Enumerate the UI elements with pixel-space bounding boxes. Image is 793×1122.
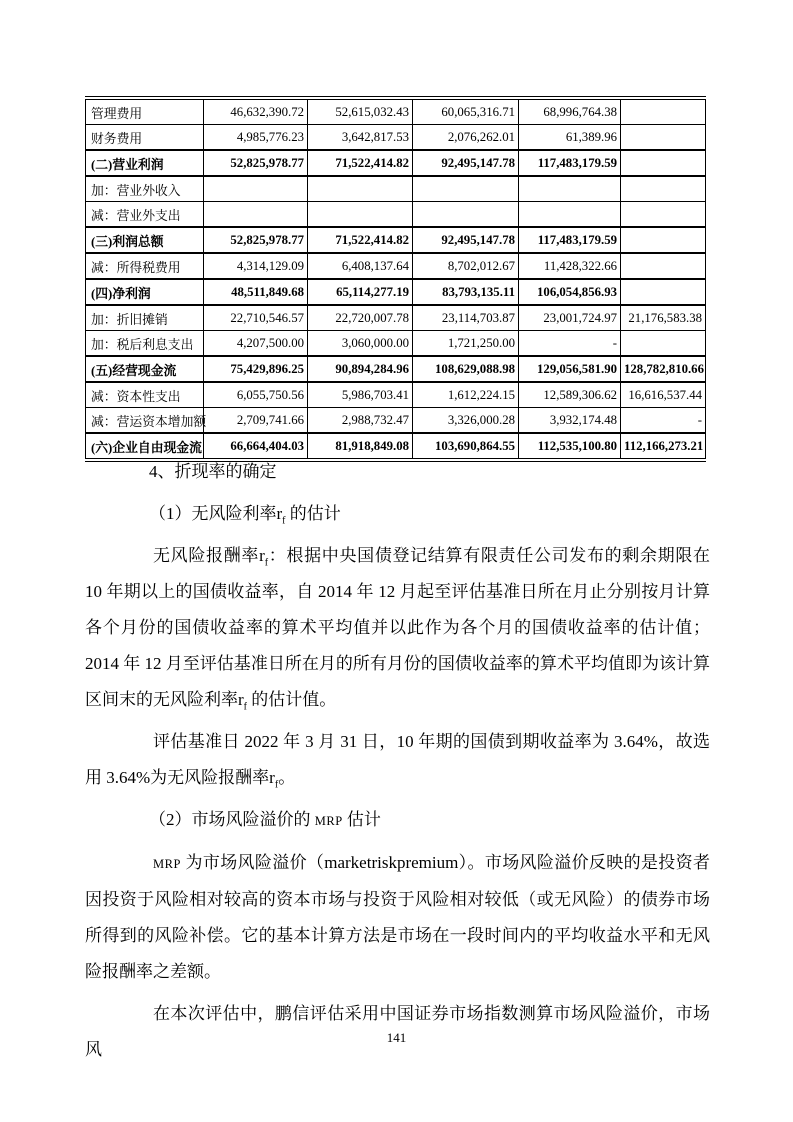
table-cell [308,202,413,228]
cash-flow-table [85,96,706,462]
table-cell: 48,511,849.68 [204,279,308,305]
section-heading [85,454,710,490]
text-segment: 评估基准日 2022 年 3 月 31 日，10 年期的国债到期收益率为 3.64%，故选用 3.64%为无风险报酬率 [85,732,710,787]
table-cell [519,176,621,202]
page-number: 141 [386,1030,407,1045]
table-cell: 6,055,750.56 [204,382,308,408]
table-cell: 3,642,817.53 [308,125,413,151]
table-cell: 23,001,724.97 [519,305,621,331]
text-segment: f [274,779,279,791]
table-cell: 117,483,179.59 [519,227,621,253]
table-cell: 1,612,224.15 [413,382,519,408]
text-segment: MRP [153,857,181,871]
table-cell [413,176,519,202]
table-cell: 71,522,414.82 [308,227,413,253]
table-cell [308,176,413,202]
table-cell [621,227,706,253]
table-row [86,382,706,408]
text-segment: 。 [278,768,296,787]
text-segment: （2）市场风险溢价的 [149,810,315,829]
table-cell [621,279,706,305]
table-cell: - [519,331,621,357]
table-cell: 8,702,012.67 [413,253,519,279]
row-label: (四)净利润 [86,279,204,305]
table-cell: 52,615,032.43 [308,98,413,125]
table-cell [621,125,706,151]
table-cell [621,98,706,125]
table-cell: 3,326,000.28 [413,408,519,434]
paragraph [85,845,710,990]
table-cell [621,176,706,202]
text-segment: f [282,515,286,527]
text-segment: f [243,701,248,713]
table-cell [519,202,621,228]
table-row [86,150,706,176]
table-cell: 2,988,732.47 [308,408,413,434]
table-body [86,98,706,460]
row-label: 加：营业外收入 [86,176,204,202]
table-cell: 90,894,284.96 [308,356,413,382]
table-cell: 21,176,583.38 [621,305,706,331]
text-segment: MRP [314,814,343,828]
table-cell: 52,825,978.77 [204,227,308,253]
table-cell: - [621,408,706,434]
table-row [86,253,706,279]
table-row [86,331,706,357]
table-cell: 68,996,764.38 [519,98,621,125]
table-cell: 4,207,500.00 [204,331,308,357]
table-cell: 23,114,703.87 [413,305,519,331]
table-cell: 103,690,864.55 [413,433,519,460]
table-cell: 117,483,179.59 [519,150,621,176]
table-row [86,125,706,151]
table-cell: 81,918,849.08 [308,433,413,460]
table-cell: 66,664,404.03 [204,433,308,460]
row-label: 减：营运资本增加额 [86,408,204,434]
row-label: (三)利润总额 [86,227,204,253]
table-cell: 6,408,137.64 [308,253,413,279]
table-cell: 65,114,277.19 [308,279,413,305]
table-cell: 2,709,741.66 [204,408,308,434]
table-cell [621,202,706,228]
paragraph [85,724,710,796]
text-segment: （1）无风险利率 [149,504,277,523]
table-cell: 46,632,390.72 [204,98,308,125]
table-cell: 61,389.96 [519,125,621,151]
text-segment: 4、折现率的确定 [149,462,277,481]
table-cell: 3,060,000.00 [308,331,413,357]
table-row [86,279,706,305]
section-heading [85,496,710,532]
text-segment: f [264,557,269,569]
text-segment: 的估计值。 [247,690,337,709]
table-row [86,227,706,253]
table-cell: 108,629,088.98 [413,356,519,382]
text-segment: 无风险报酬率 [153,546,260,565]
document-body [85,454,710,1074]
row-label: (五)经营现金流 [86,356,204,382]
table-cell: 112,535,100.80 [519,433,621,460]
table-cell [413,202,519,228]
text-segment: ：根据中央国债登记结算有限责任公司发布的剩余期限在 10 年期以上的国债收益率，自 2014 年 12 月起至评估基准日所在月止分别按月计算各个月份的国债收益率的算术平均值并以此作为各个月的国债收益率的估计值；2014 年 12 月至评估基准日所在月的所有月份的国债收益率的算术平均值即为该计算区间末的无风险利率 [85,546,710,709]
row-label: 减：资本性支出 [86,382,204,408]
table-cell [204,176,308,202]
text-segment: r [238,690,244,709]
table-row [86,176,706,202]
row-label: 管理费用 [86,98,204,125]
row-label: 减：所得税费用 [86,253,204,279]
table-cell: 4,985,776.23 [204,125,308,151]
table-cell [621,150,706,176]
table-cell: 16,616,537.44 [621,382,706,408]
table-cell: 12,589,306.62 [519,382,621,408]
table-cell [621,331,706,357]
row-label: (六)企业自由现金流 [86,433,204,460]
table-cell [621,253,706,279]
table-cell: 92,495,147.78 [413,150,519,176]
row-label: 加：折旧摊销 [86,305,204,331]
table-cell: 92,495,147.78 [413,227,519,253]
row-label: (二)营业利润 [86,150,204,176]
row-label: 加：税后利息支出 [86,331,204,357]
text-segment: 的估计 [285,504,341,523]
text-segment: r [276,504,283,523]
table-cell: 3,932,174.48 [519,408,621,434]
table-cell: 4,314,129.09 [204,253,308,279]
table-cell: 1,721,250.00 [413,331,519,357]
table-cell: 52,825,978.77 [204,150,308,176]
table-cell: 112,166,273.21 [621,433,706,460]
table-cell: 106,054,856.93 [519,279,621,305]
table-row [86,356,706,382]
table-cell [204,202,308,228]
text-segment: r [259,546,265,565]
table-row [86,408,706,434]
row-label: 减：营业外支出 [86,202,204,228]
table-cell: 71,522,414.82 [308,150,413,176]
table-row [86,98,706,125]
table-cell: 5,986,703.41 [308,382,413,408]
table-cell: 129,056,581.90 [519,356,621,382]
row-label: 财务费用 [86,125,204,151]
section-heading [85,802,710,839]
table-cell: 83,793,135.11 [413,279,519,305]
table-row [86,202,706,228]
table-cell: 2,076,262.01 [413,125,519,151]
text-segment: 估计 [342,810,381,829]
table-cell: 60,065,316.71 [413,98,519,125]
table-row [86,305,706,331]
table-cell: 128,782,810.66 [621,356,706,382]
table-cell: 22,720,007.78 [308,305,413,331]
table-cell: 11,428,322.66 [519,253,621,279]
table-cell: 75,429,896.25 [204,356,308,382]
paragraph [85,538,710,718]
text-segment: r [269,768,275,787]
table-cell: 22,710,546.57 [204,305,308,331]
text-segment: 为市场风险溢价（marketriskpremium）。市场风险溢价反映的是投资者因投资于风险相对较高的资本市场与投资于风险相对较低（或无风险）的债券市场所得到的风险补偿。它的基本计算方法是市场在一段时间内的平均收益水平和无风险报酬率之差额。 [85,853,710,981]
text-segment: 在本次评估中，鹏信评估采用中国证券市场指数测算市场风险溢价，市场风 [85,1004,710,1059]
